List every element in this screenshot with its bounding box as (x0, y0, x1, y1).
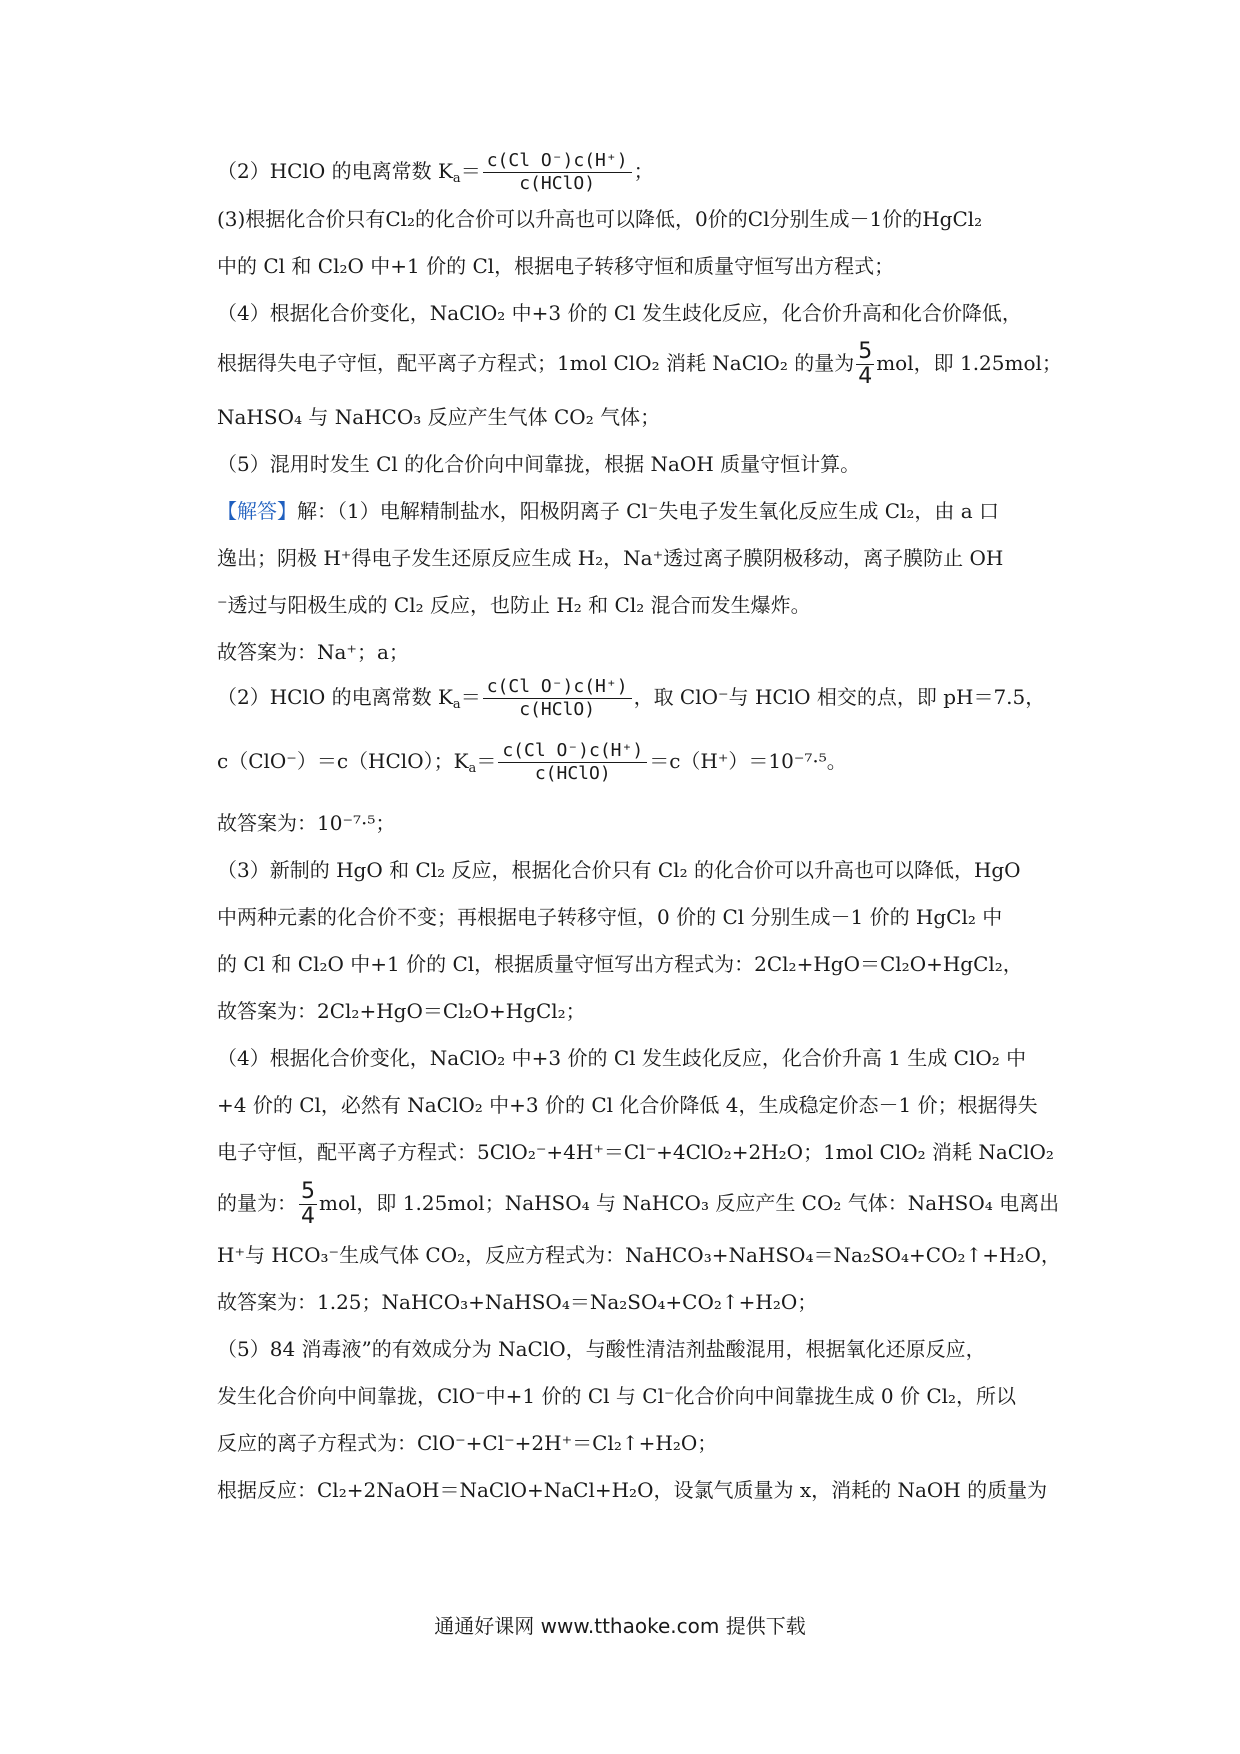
page-footer: 通通好课网 www.tthaoke.com 提供下载 (434, 1614, 806, 1638)
analysis-line-2 (217, 150, 654, 195)
five-fourths-fraction (299, 1180, 317, 1229)
analysis-line-3: (3)根据化合价只有Cl₂的化合价可以升高也可以降低，0价的Cl分别生成－1价的HgCl₂ (217, 207, 983, 231)
answer-result-4: 故答案为：1.25；NaHCO₃+NaHSO₄＝Na₂SO₄+CO₂↑+H₂O； (217, 1290, 818, 1314)
text: mol，即 1.25mol；NaHSO₄ 与 NaHCO₃ 反应产生 CO₂ 气体：NaHSO₄ 电离出 (319, 1191, 1060, 1215)
analysis-line-4-end: NaHSO₄ 与 NaHCO₃ 反应产生气体 CO₂ 气体； (217, 405, 661, 429)
subscript: a (468, 761, 477, 776)
text: ； (633, 159, 654, 183)
text: ＝c（H⁺）＝10⁻⁷·⁵。 (649, 749, 847, 773)
answer-line-4-cont: +4 价的 Cl，必然有 NaClO₂ 中+3 价的 Cl 化合价降低 4，生成稳定价态－1 价；根据得失 (217, 1093, 1038, 1117)
subscript: a (452, 171, 461, 186)
answer-line-5-calc: 根据反应：Cl₂+2NaOH＝NaClO+NaCl+H₂O，设氯气质量为 x，消耗的 NaOH 的质量为 (217, 1478, 1048, 1502)
text: （2）HClO 的电离常数 K (217, 159, 453, 183)
fraction-denominator: 4 (301, 1204, 315, 1229)
answer-line-3-cont: 中两种元素的化合价不变；再根据电子转移守恒，0 价的 Cl 分别生成－1 价的 HgCl₂ 中 (217, 905, 1003, 929)
text: （2）HClO 的电离常数 K (217, 685, 453, 709)
text: 的量为： (217, 1191, 297, 1215)
text: ＝ (476, 749, 497, 773)
analysis-line-4-cont (217, 340, 1062, 389)
answer-tag: 【解答】 (217, 499, 297, 523)
analysis-line-4: （4）根据化合价变化，NaClO₂ 中+3 价的 Cl 发生歧化反应，化合价升高和化合价降低， (217, 301, 1022, 325)
answer-line-5-cont: 发生化合价向中间靠拢，ClO⁻中+1 价的 Cl 与 Cl⁻化合价向中间靠拢生成 0 价 Cl₂，所以 (217, 1384, 1017, 1408)
fraction-numerator: c(Cl O⁻)c(H⁺) (483, 676, 632, 699)
fraction-denominator: c(HClO) (519, 173, 596, 194)
answer-line-4-reaction: H⁺与 HCO₃⁻生成气体 CO₂，反应方程式为：NaHCO₃+NaHSO₄＝Na₂SO₄+CO₂↑+H₂O， (217, 1243, 1061, 1267)
answer-line-5-ionic: 反应的离子方程式为：ClO⁻+Cl⁻+2H⁺＝Cl₂↑+H₂O； (217, 1431, 718, 1455)
ka-fraction (483, 150, 632, 195)
answer-line-4-amount (217, 1180, 1059, 1229)
answer-line-1 (217, 498, 999, 524)
fraction-denominator: 4 (858, 364, 873, 389)
text: mol，即 1.25mol； (876, 351, 1062, 375)
analysis-line-5: （5）混用时发生 Cl 的化合价向中间靠拢，根据 NaOH 质量守恒计算。 (217, 452, 861, 476)
answer-line-2-cont (217, 740, 847, 785)
text: 根据得失电子守恒，配平离子方程式；1mol ClO₂ 消耗 NaClO₂ 的量为 (217, 351, 855, 375)
answer-line-4-eq: 电子守恒，配平离子方程式：5ClO₂⁻+4H⁺＝Cl⁻+4ClO₂+2H₂O；1mol ClO₂ 消耗 NaClO₂ (217, 1140, 1054, 1164)
answer-line-2 (217, 676, 1045, 721)
answer-result-1: 故答案为：Na⁺；a； (217, 640, 409, 664)
text: ＝ (460, 159, 481, 183)
text: ＝ (460, 685, 481, 709)
fraction-denominator: c(HClO) (519, 699, 596, 720)
ka-fraction (498, 740, 647, 785)
text: 解：（1）电解精制盐水，阳极阴离子 Cl⁻失电子发生氧化反应生成 Cl₂，由 a 口 (297, 499, 1000, 523)
text: ，取 ClO⁻与 HClO 相交的点，即 pH＝7.5， (633, 685, 1046, 709)
five-fourths-fraction (856, 340, 874, 389)
fraction-numerator: c(Cl O⁻)c(H⁺) (483, 150, 632, 173)
answer-result-2: 故答案为：10⁻⁷·⁵； (217, 811, 396, 835)
fraction-numerator: c(Cl O⁻)c(H⁺) (498, 740, 647, 763)
fraction-numerator: 5 (858, 339, 873, 364)
answer-line-4: （4）根据化合价变化，NaClO₂ 中+3 价的 Cl 发生歧化反应，化合价升高 1 生成 ClO₂ 中 (217, 1046, 1027, 1070)
analysis-line-3-cont: 中的 Cl 和 Cl₂O 中+1 价的 Cl，根据电子转移守恒和质量守恒写出方程式； (217, 254, 895, 278)
ka-fraction (483, 676, 632, 721)
answer-line-3: （3）新制的 HgO 和 Cl₂ 反应，根据化合价只有 Cl₂ 的化合价可以升高也可以降低，HgO (217, 858, 1021, 882)
answer-line-5: （5）84 消毒液”的有效成分为 NaClO，与酸性清洁剂盐酸混用，根据氧化还原反应， (217, 1337, 986, 1361)
answer-line-3-end: 的 Cl 和 Cl₂O 中+1 价的 Cl，根据质量守恒写出方程式为：2Cl₂+HgO＝Cl₂O+HgCl₂， (217, 952, 1023, 976)
text: c（ClO⁻）＝c（HClO）；K (217, 749, 469, 773)
fraction-denominator: c(HClO) (534, 763, 611, 784)
fraction-numerator: 5 (301, 1179, 315, 1204)
answer-line-1-end: ⁻透过与阳极生成的 Cl₂ 反应，也防止 H₂ 和 Cl₂ 混合而发生爆炸。 (217, 593, 811, 617)
subscript: a (452, 697, 461, 712)
answer-result-3: 故答案为：2Cl₂+HgO＝Cl₂O+HgCl₂； (217, 999, 586, 1023)
answer-line-1-cont: 逸出；阴极 H⁺得电子发生还原反应生成 H₂，Na⁺透过离子膜阴极移动，离子膜防止 OH (217, 546, 1004, 570)
